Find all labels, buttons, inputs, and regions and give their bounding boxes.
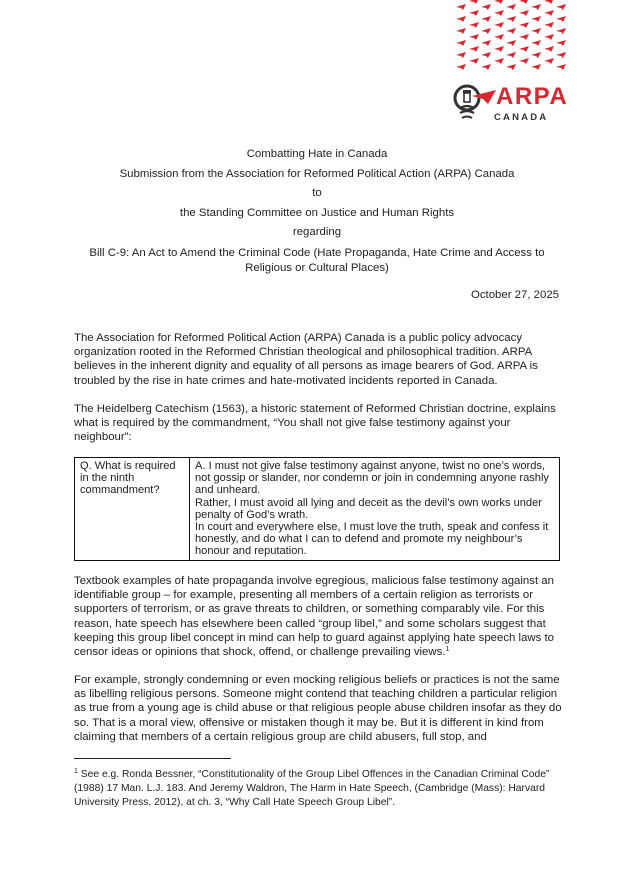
bill-title: Bill C-9: An Act to Amend the Criminal Code (Hate Propaganda, Hate Crime and Access to Religious or Cultural Places)	[89, 246, 545, 274]
catechism-table	[74, 457, 560, 561]
catechism-question: Q. What is required in the ninth commandment?	[75, 458, 190, 561]
footnote-number: 1	[74, 768, 78, 775]
to-line: to	[312, 187, 322, 199]
regarding-line: regarding	[292, 226, 342, 238]
paragraph-intro: The Association for Reformed Political Action (ARPA) Canada is a public policy advocacy organization rooted in the Reformed Christian theological and philosophical tradition. ARPA believes in the inherent dignity and equality of all persons as image bearers of God. ARPA is troubled by the rise in hate crimes and hate-motivated incidents reported in Canada.	[74, 332, 538, 387]
footnote-reference[interactable]: 1	[445, 646, 450, 654]
paragraph-group-libel	[74, 574, 564, 659]
paragraph-text: Textbook examples of hate propaganda involve egregious, malicious false testimony against an identifiable group – for example, presenting all members of a certain religion as terrorists or supporters of terrorism, or as grave threats to children, or something comparably vile. For this reason, hate speech has elsewhere been called “group libel,” and some scholars suggest that keeping this group libel concept in mind can help to guard against applying hate speech laws to censor ideas or opinions that shock, offend, or challenge prevailing views.	[74, 575, 554, 659]
title-block	[74, 145, 560, 276]
catechism-answer	[190, 458, 560, 561]
document-title: Combatting Hate in Canada	[246, 148, 388, 160]
paragraph-example: For example, strongly condemning or even mocking religious beliefs or practices is not the same as libelling religious persons. Someone might contend that teaching children a particular religion as true from a young age is child abuse or that religious people abuse children insofar as they do so. That is a moral view, offensive or mistaken though it may be. But it is different in kind from claiming that members of a certain religious group are child abusers, full stop, and	[74, 674, 562, 743]
recipient-line: the Standing Committee on Justice and Human Rights	[179, 206, 455, 219]
logo-subtitle: CANADA	[494, 112, 549, 123]
answer-line: A. I must not give false testimony against anyone, twist no one’s words, not gossip or slander, nor condemn or join in condemning anyone rashly and unheard.	[195, 460, 549, 497]
paper-plane-pattern-icon	[452, 0, 572, 72]
paragraph-catechism-intro: The Heidelberg Catechism (1563), a historic statement of Reformed Christian doctrine, explains what is required by the commandment, “You shall not give false testimony against your neighbour”:	[74, 403, 556, 444]
footnote	[74, 768, 564, 809]
answer-line: In court and everywhere else, I must love the truth, speak and confess it honestly, and do what I can to defend and promote my neighbour’s honour and reputation.	[195, 521, 549, 558]
table-row	[75, 458, 560, 561]
answer-line: Rather, I must avoid all lying and deceit as the devil’s own works under penalty of God’s wrath.	[195, 496, 542, 521]
document-subtitle: Submission from the Association for Reformed Political Action (ARPA) Canada	[119, 167, 515, 180]
submission-date: October 27, 2025	[470, 289, 559, 301]
footnote-divider	[74, 758, 231, 759]
logo-brand: ARPA	[496, 83, 569, 110]
footnote-text: See e.g. Ronda Bessner, “Constitutionality of the Group Libel Offences in the Canadian Criminal Code” (1988) 17 Man. L.J. 183. And Jeremy Waldron, The Harm in Hate Speech, (Cambridge (Mass): Harvard University Press, 2012), at ch. 3, “Why Call Hate Speech Group Libel”.	[74, 769, 550, 808]
